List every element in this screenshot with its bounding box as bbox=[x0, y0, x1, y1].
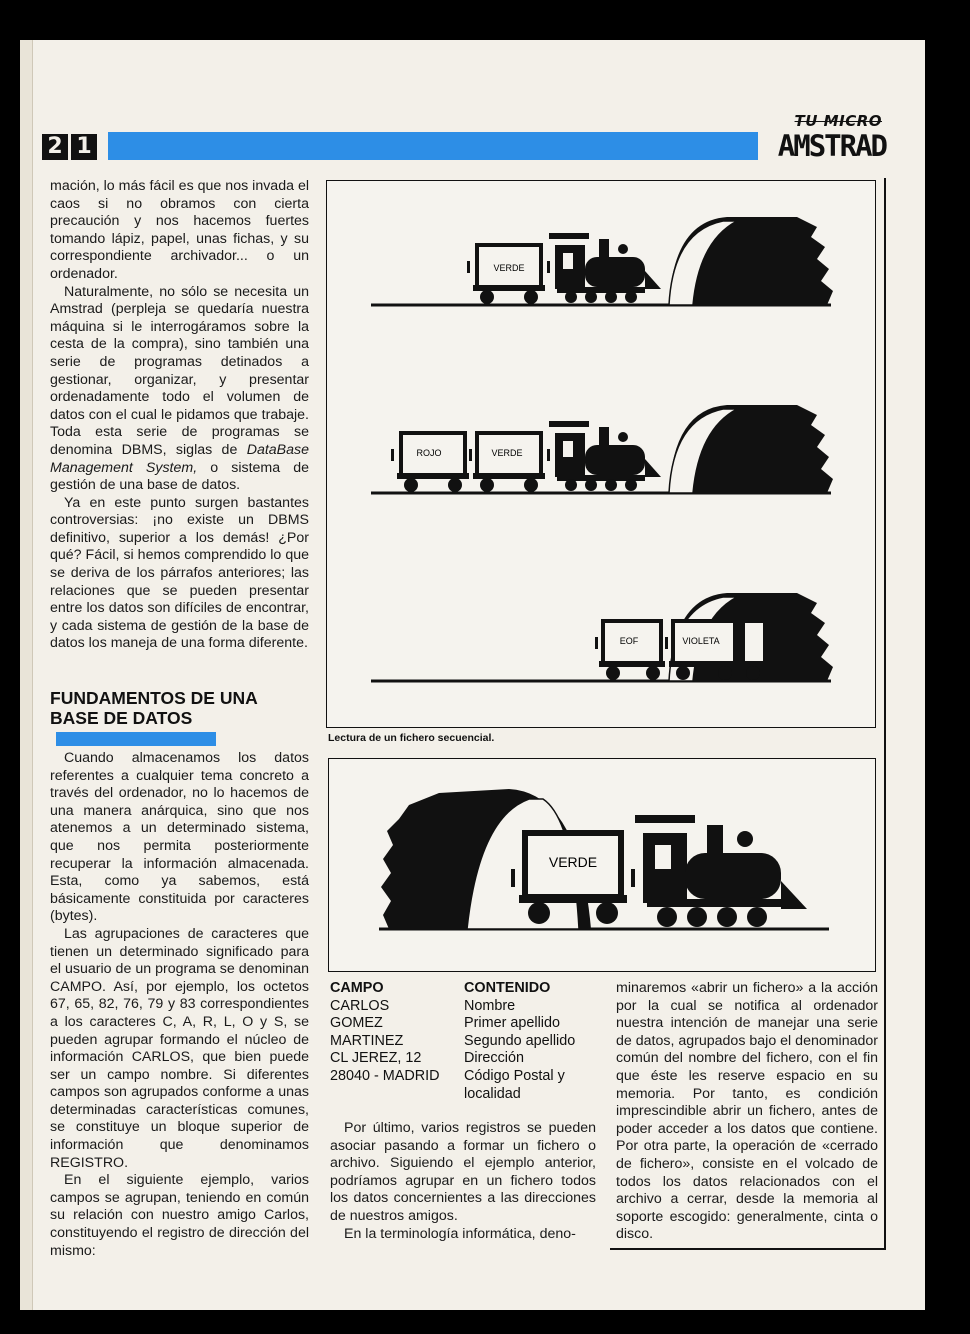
paragraph: minaremos «abrir un fichero» a la acción por la cual se notifica al ordenador nuestra intención de manejar una serie de datos, agrupados bajo el denominador común del nombre del fichero, con el fin que éste les reserve espacio en su memoria. Por tanto, es condición imprescindible abrir un fichero, antes de poder acceder a los datos que contiene. Por otra parte, la operación de «cerrado de fichero», consiste en el volcado de todos los datos relacionados con el archivo a cerrar, desde la memoria al soporte escogido: generalmente, cinta o disco. bbox=[616, 980, 878, 1243]
figure-caption: Lectura de un fichero secuencial. bbox=[328, 732, 495, 744]
paragraph: En el siguiente ejemplo, varios campos se agrupan, teniendo en común su relación con nuestro amigo Carlos, constituyendo el registro de dirección del mismo: bbox=[50, 1172, 309, 1259]
page-gutter bbox=[20, 40, 33, 1310]
scene-1 bbox=[371, 217, 833, 305]
paragraph: mación, lo más fácil es que nos invada el caos si no obramos con cierta precaución y nos hacemos fuertes tomando lápiz, papel, unas fichas, y su correspondiente archivador... o un ordenador. bbox=[50, 178, 309, 282]
figure-sequential-file bbox=[326, 180, 876, 728]
table-row bbox=[330, 1033, 600, 1051]
field-value: MARTINEZ bbox=[330, 1032, 404, 1049]
wagon-label: EOF bbox=[619, 636, 639, 646]
column-header-campo: CAMPO bbox=[330, 980, 384, 996]
table-row bbox=[330, 998, 600, 1016]
column-1-lower-text bbox=[50, 750, 309, 1260]
wagon-label: VERDE bbox=[491, 448, 523, 458]
table-row bbox=[330, 1068, 600, 1103]
figure-open-file bbox=[328, 758, 876, 972]
train-illustration bbox=[327, 181, 875, 727]
field-content: Primer apellido bbox=[464, 1015, 560, 1032]
column-2-text bbox=[330, 1120, 596, 1243]
paragraph: Ya en este punto surgen bastantes controversias: ¡no existe un DBMS definitivo, superior a los demás! ¿Por qué? Fácil, si hemos comprendido lo que se deriva de los párrafos anteriores; las relaciones que se pueden presentar entre los datos son difíciles de encontrar, y cada sistema de gestión de la base de datos los maneja de una forma diferente. bbox=[50, 494, 309, 652]
scene-2 bbox=[371, 405, 833, 493]
locomotive bbox=[635, 815, 807, 927]
magazine-page bbox=[20, 40, 925, 1310]
field-value: GOMEZ bbox=[330, 1015, 383, 1032]
paragraph: En la terminología informática, deno- bbox=[344, 1225, 576, 1242]
section-heading bbox=[50, 688, 309, 748]
header-bar bbox=[108, 132, 758, 160]
heading-bar bbox=[56, 732, 216, 746]
italic-term: DataBase Management System, bbox=[50, 441, 310, 476]
page-number bbox=[42, 134, 97, 160]
field-value: CL JEREZ, 12 bbox=[330, 1050, 422, 1067]
frame-line bbox=[610, 1248, 886, 1250]
brand-logo: AMSTRAD bbox=[777, 129, 886, 163]
record-fields-table bbox=[330, 980, 600, 1103]
table-row bbox=[330, 1050, 600, 1068]
field-value: 28040 - MADRID bbox=[330, 1067, 440, 1084]
field-content: Nombre bbox=[464, 997, 516, 1014]
wagon-label: VERDE bbox=[493, 263, 525, 273]
paragraph: Por último, varios registros se pueden asociar pasando a formar un fichero o archivo. Siguiendo el ejemplo anterior, podríamos agrupar en un fichero todos los datos concernientes a las direcciones de nuestros amigos. bbox=[330, 1120, 596, 1224]
paragraph: Cuando almacenamos los datos referentes a cualquier tema concreto a través del ordenador, no lo hacemos de una manera anárquica, sino que nos atenemos a un determinado sistema, que nos permita posteriormente recuperar la información almacenada. Esta, como ya sabemos, está básicamente constituida por caracteres (bytes). bbox=[50, 750, 309, 925]
field-content: Código Postal y localidad bbox=[464, 1067, 565, 1102]
column-1-text bbox=[50, 178, 309, 653]
wagon-label: VERDE bbox=[548, 854, 598, 870]
section-heading-text: FUNDAMENTOS DE UNA BASE DE DATOS bbox=[50, 688, 258, 728]
column-3-text bbox=[616, 980, 878, 1244]
text-span: Naturalmente, no sólo se necesita un Amstrad (perpleja se quedaría nuestra máquina si le interrogáramos sobre la cesta de la compra), sino también una serie de programas detinados a gestionar, organizar, y presentar ordenadamente todo el volumen de datos con el cual le pidamos que trabaje. Toda esta serie de programas se denomina DBMS, siglas de bbox=[50, 283, 309, 458]
paragraph bbox=[50, 284, 309, 495]
table-header-row bbox=[330, 980, 600, 998]
page-number-digit: 2 bbox=[42, 134, 68, 160]
section-label: TU MICRO bbox=[794, 112, 882, 130]
locomotive bbox=[549, 233, 661, 303]
page-number-digit: 1 bbox=[71, 134, 97, 160]
locomotive bbox=[549, 421, 661, 491]
table-row bbox=[330, 1015, 600, 1033]
train-tunnel-illustration bbox=[329, 759, 875, 971]
paragraph: Las agrupaciones de caracteres que tienen un determinado significado para el usuario de un programa se denominan CAMPO. Así, por ejemplo, los octetos 67, 65, 82, 76, 79 y 83 correspondientes a los caracteres C, A, R, L, O y S, se pueden agrupar formando el núcleo de información CARLOS, que bien puede ser un campo nombre. Si diferentes campos son agrupados conforme a unas determinadas características comunes, se constituye un bloque superior de información que denominamos REGISTRO. bbox=[50, 925, 309, 1171]
field-content: Dirección bbox=[464, 1050, 524, 1067]
wagon-label: ROJO bbox=[416, 448, 442, 458]
column-header-contenido: CONTENIDO bbox=[464, 980, 551, 996]
text-span: o sistema de gestión de una base de datos. bbox=[50, 459, 310, 494]
field-value: CARLOS bbox=[330, 997, 390, 1014]
wagon-label: VIOLETA bbox=[682, 636, 720, 646]
frame-line bbox=[884, 178, 886, 1248]
field-content: Segundo apellido bbox=[464, 1032, 576, 1049]
scene-3 bbox=[371, 593, 833, 681]
